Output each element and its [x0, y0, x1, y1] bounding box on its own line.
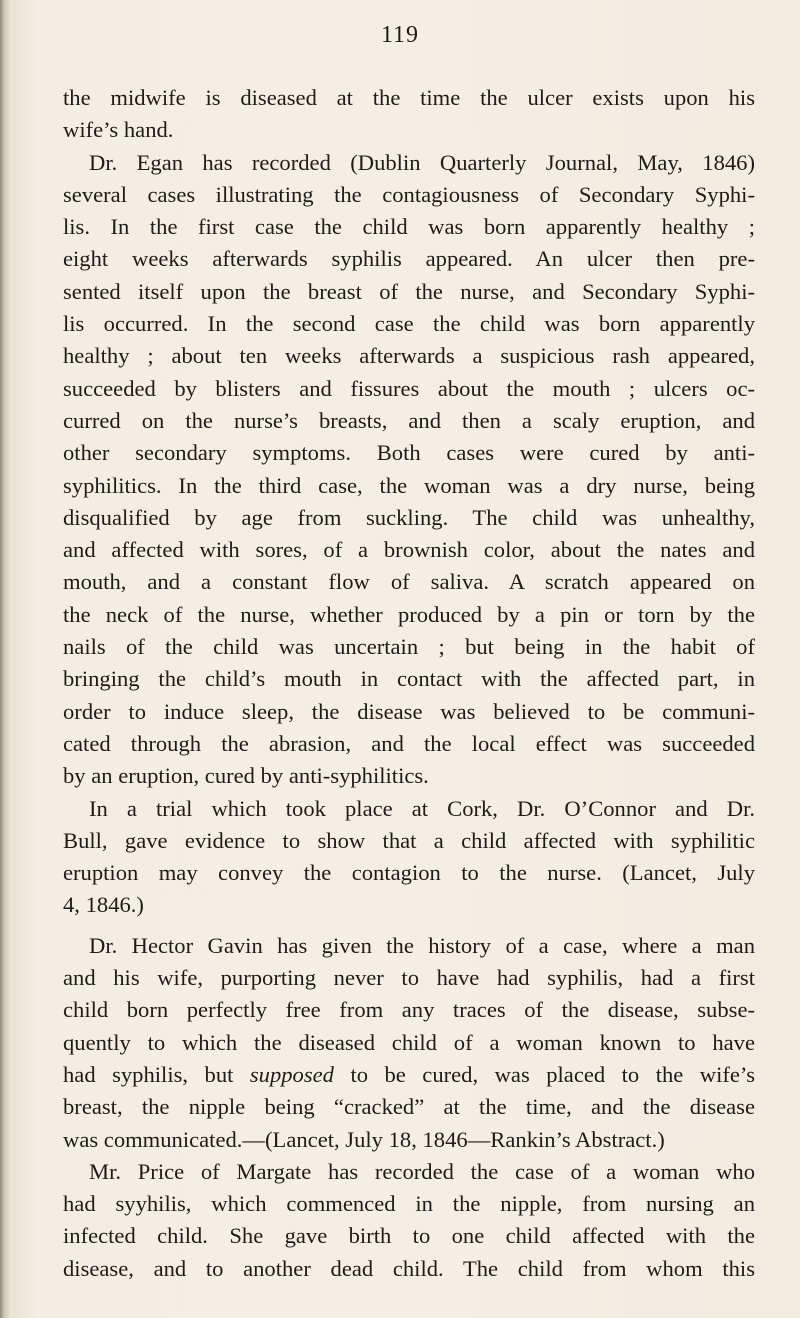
text-line: 4, 1846.): [63, 892, 144, 918]
body-text: [63, 82, 755, 1285]
text-line: other secondary symptoms. Both cases were cured by anti-: [63, 440, 755, 466]
text-line: and affected with sores, of a brownish color, about the nates and: [63, 537, 755, 563]
italic-emphasis: supposed: [249, 1061, 334, 1087]
text-line: In a trial which took place at Cork, Dr. O’Connor and Dr.: [89, 795, 755, 821]
text-line: sented itself upon the breast of the nurse, and Secondary Syphi-: [63, 278, 755, 304]
text-line: mouth, and a constant flow of saliva. A scratch appeared on: [63, 569, 755, 595]
text-line: Dr. Egan has recorded (Dublin Quarterly Journal, May, 1846): [89, 149, 755, 175]
text-line: syphilitics. In the third case, the woman was a dry nurse, being: [63, 472, 755, 498]
text-line: cated through the abrasion, and the local effect was succeeded: [63, 730, 755, 756]
text-line: quently to which the diseased child of a woman known to have: [63, 1029, 755, 1055]
text-line: lis. In the first case the child was born apparently healthy ;: [63, 214, 755, 240]
text-line: had syyhilis, which commenced in the nipple, from nursing an: [63, 1191, 755, 1217]
text-line: eruption may convey the contagion to the nurse. (Lancet, July: [63, 860, 755, 886]
text-line: the neck of the nurse, whether produced by a pin or torn by the: [63, 601, 755, 627]
text-line: bringing the child’s mouth in contact with the affected part, in: [63, 666, 755, 692]
text-line: by an eruption, cured by anti-syphilitics.: [63, 763, 429, 789]
text-line: several cases illustrating the contagiousness of Secondary Syphi-: [63, 181, 755, 207]
text-line: Dr. Hector Gavin has given the history of a case, where a man: [89, 932, 755, 958]
text-line: child born perfectly free from any traces of the disease, subse-: [63, 997, 755, 1023]
text-line: disqualified by age from suckling. The child was unhealthy,: [63, 504, 755, 530]
text-line: breast, the nipple being “cracked” at the time, and the disease: [63, 1094, 755, 1120]
text-line: Mr. Price of Margate has recorded the case of a woman who: [89, 1158, 755, 1184]
text-line: Bull, gave evidence to show that a child affected with syphilitic: [63, 827, 755, 853]
text-line: healthy ; about ten weeks afterwards a suspicious rash appeared,: [63, 343, 755, 369]
page-number: 119: [380, 22, 420, 48]
text-line: lis occurred. In the second case the child was born apparently: [63, 311, 755, 337]
text-line: curred on the nurse’s breasts, and then a scaly eruption, and: [63, 407, 755, 433]
text-line: nails of the child was uncertain ; but being in the habit of: [63, 634, 755, 660]
text-line: the midwife is diseased at the time the ulcer exists upon his: [63, 85, 755, 110]
text-line: and his wife, purporting never to have had syphilis, had a first: [63, 965, 755, 991]
paragraph-gap: [63, 922, 755, 930]
text-line: order to induce sleep, the disease was believed to be communi-: [63, 698, 755, 724]
binding-edge-shadow: [0, 0, 10, 1318]
text-line-with-italic: had syphilis, but supposed to be cured, was placed to the wife’s: [63, 1061, 755, 1087]
text-line: succeeded by blisters and fissures about the mouth ; ulcers oc-: [63, 375, 755, 401]
text-line: disease, and to another dead child. The child from whom this: [63, 1255, 755, 1281]
text-line: eight weeks afterwards syphilis appeared. An ulcer then pre-: [63, 246, 755, 272]
text-line: was communicated.—(Lancet, July 18, 1846—Rankin’s Abstract.): [63, 1126, 665, 1152]
text-line: wife’s hand.: [63, 117, 174, 143]
text-line: infected child. She gave birth to one child affected with the: [63, 1223, 755, 1249]
